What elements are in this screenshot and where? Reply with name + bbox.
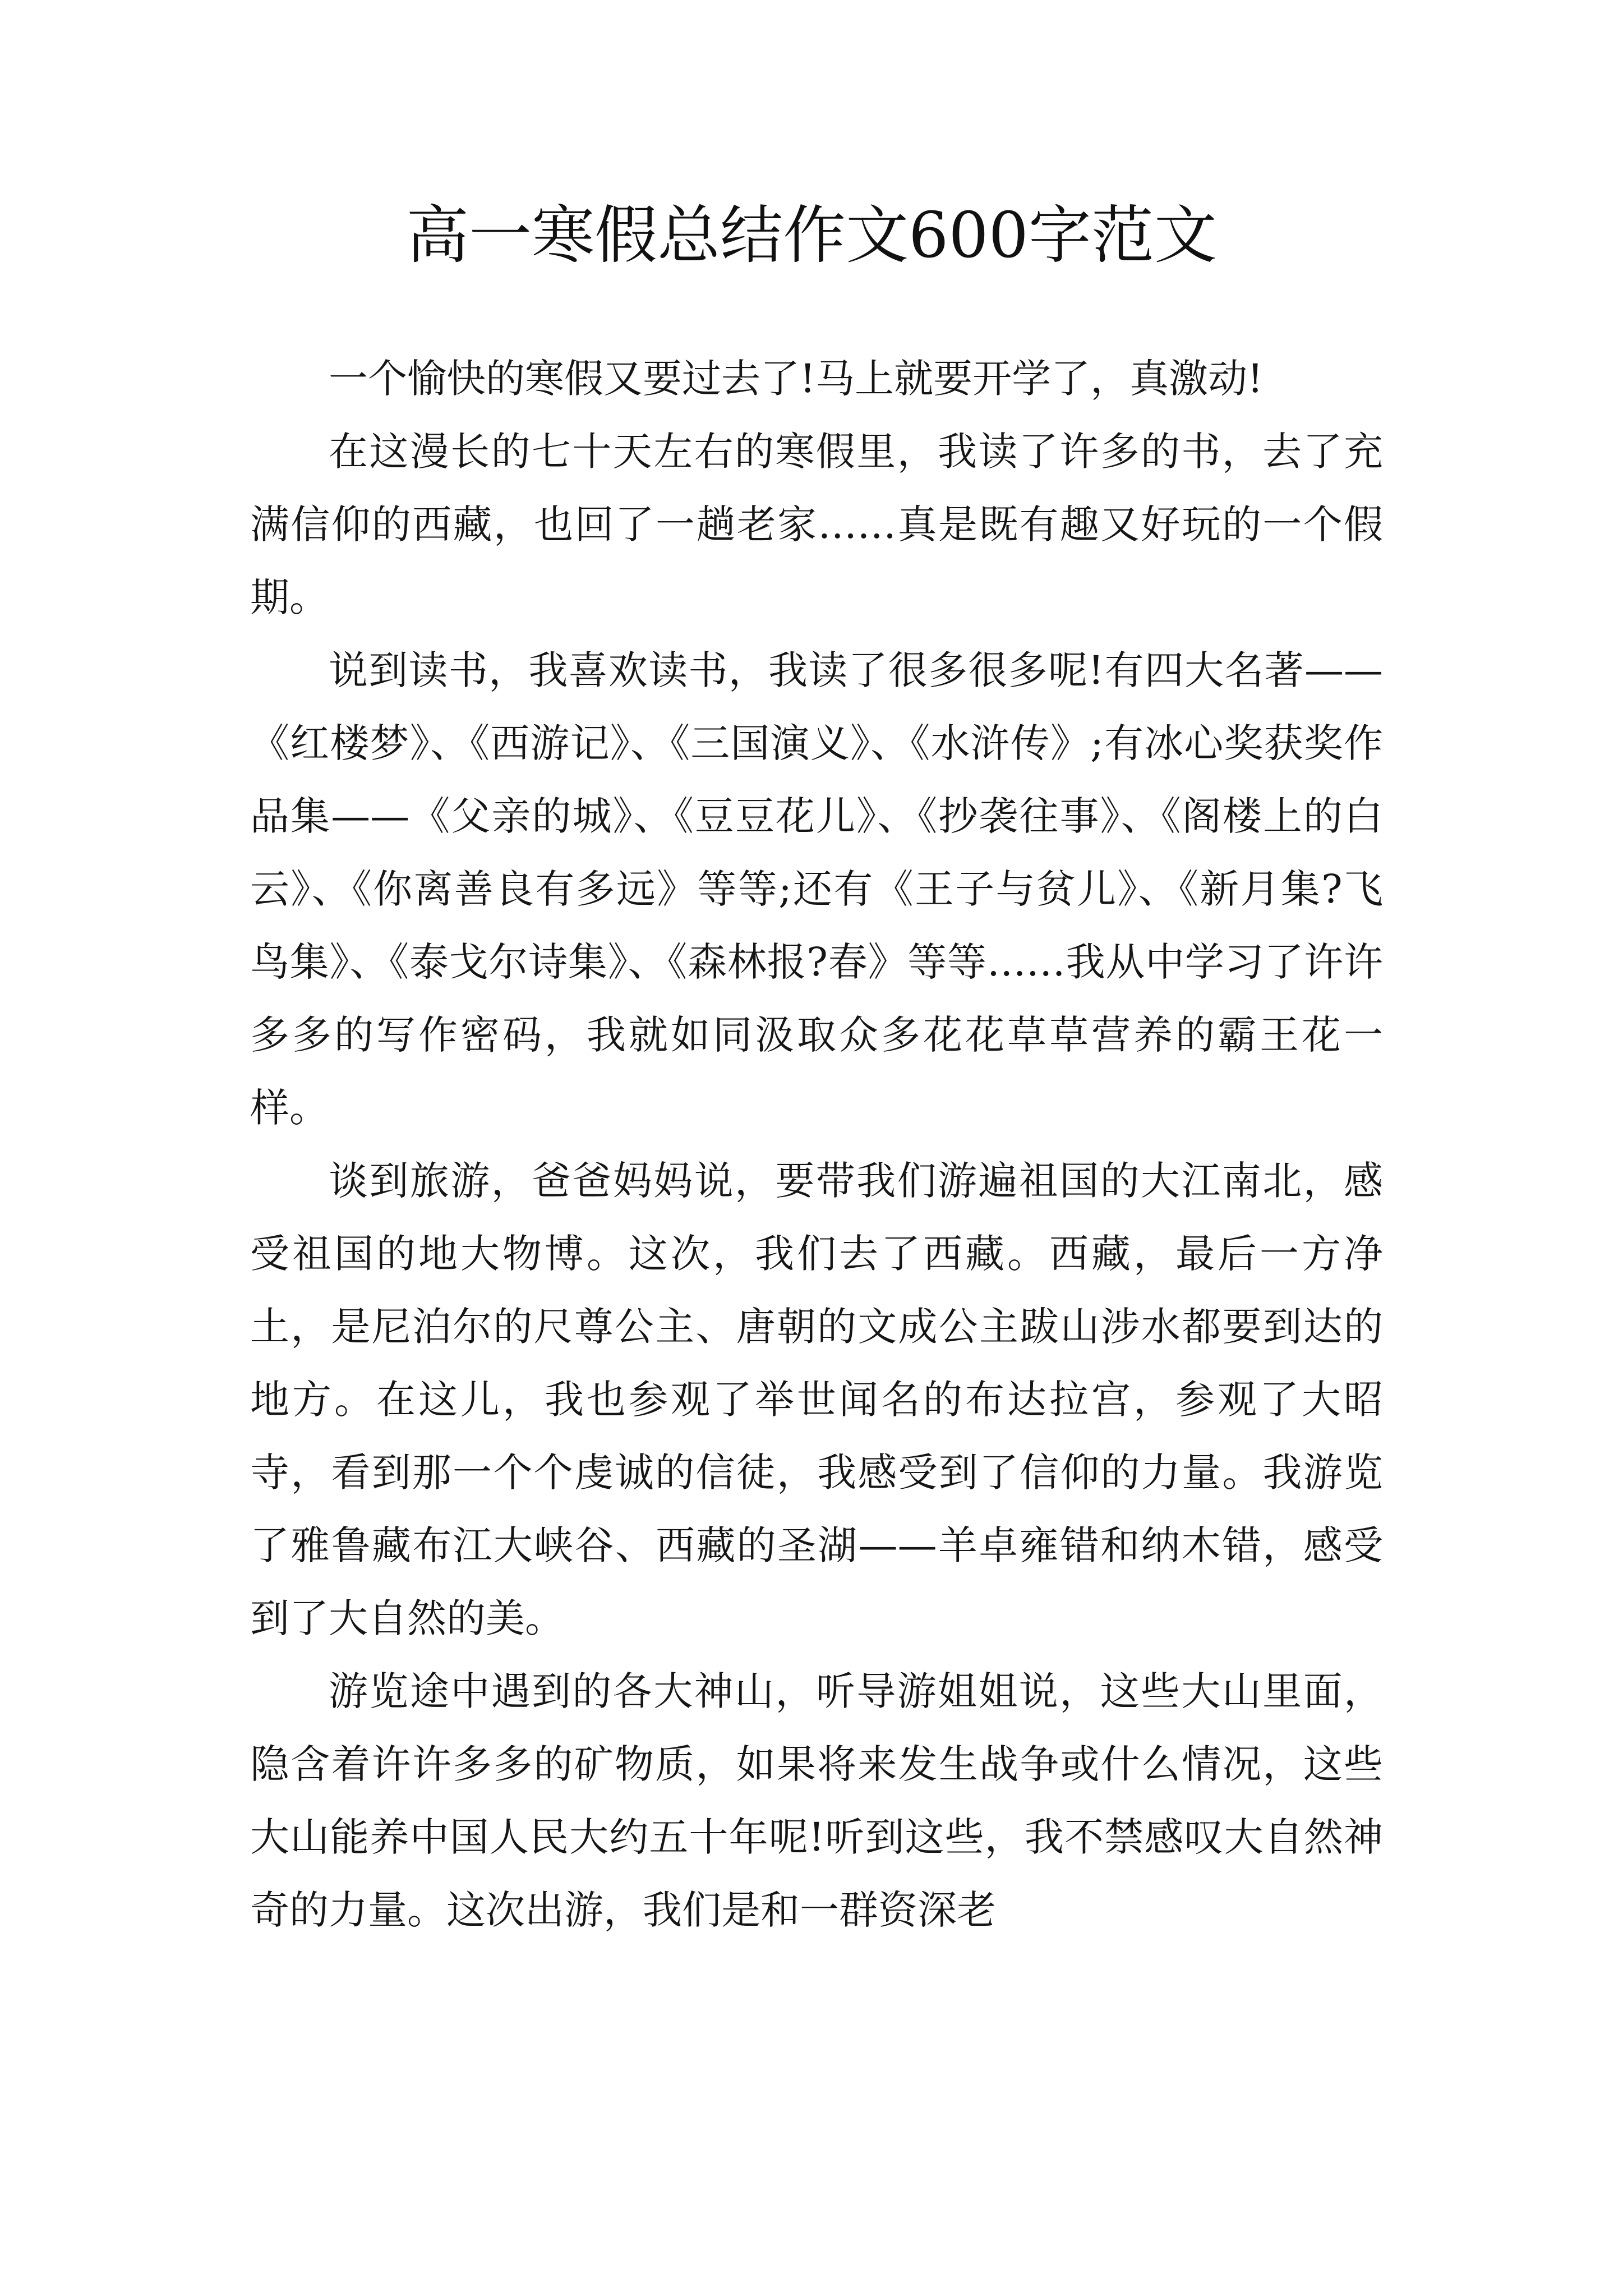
document-body xyxy=(250,342,1383,1947)
paragraph: 一个愉快的寒假又要过去了!马上就要开学了，真激动! xyxy=(329,356,1264,402)
paragraph: 说到读书，我喜欢读书，我读了很多很多呢!有四大名著——《红楼梦》、《西游记》、《三国演义》、《水浒传》;有冰心奖获奖作品集——《父亲的城》、《豆豆花儿》、《抄袭往事》、《阁楼上的白云》、《你离善良有多远》等等;还有《王子与贫儿》、《新月集?飞鸟集》、《泰戈尔诗集》、《森林报?春》等等……我从中学习了许许多多的写作密码，我就如同汲取众多花花草草营养的霸王花一样。 xyxy=(250,647,1383,1131)
paragraph: 游览途中遇到的各大神山，听导游姐姐说，这些大山里面，隐含着许许多多的矿物质，如果将来发生战争或什么情况，这些大山能养中国人民大约五十年呢!听到这些，我不禁感叹大自然神奇的力量。这次出游，我们是和一群资深老 xyxy=(250,1668,1383,1933)
paragraph: 谈到旅游，爸爸妈妈说，要带我们游遍祖国的大江南北，感受祖国的地大物博。这次，我们去了西藏。西藏，最后一方净土，是尼泊尔的尺尊公主、唐朝的文成公主跋山涉水都要到达的地方。在这儿，我也参观了举世闻名的布达拉宫，参观了大昭寺，看到那一个个虔诚的信徒，我感受到了信仰的力量。我游览了雅鲁藏布江大峡谷、西藏的圣湖——羊卓雍错和纳木错，感受到了大自然的美。 xyxy=(250,1158,1383,1641)
paragraph: 在这漫长的七十天左右的寒假里，我读了许多的书，去了充满信仰的西藏，也回了一趟老家……真是既有趣又好玩的一个假期。 xyxy=(250,429,1383,620)
document-title: 高一寒假总结作文600字范文 xyxy=(406,199,1217,272)
